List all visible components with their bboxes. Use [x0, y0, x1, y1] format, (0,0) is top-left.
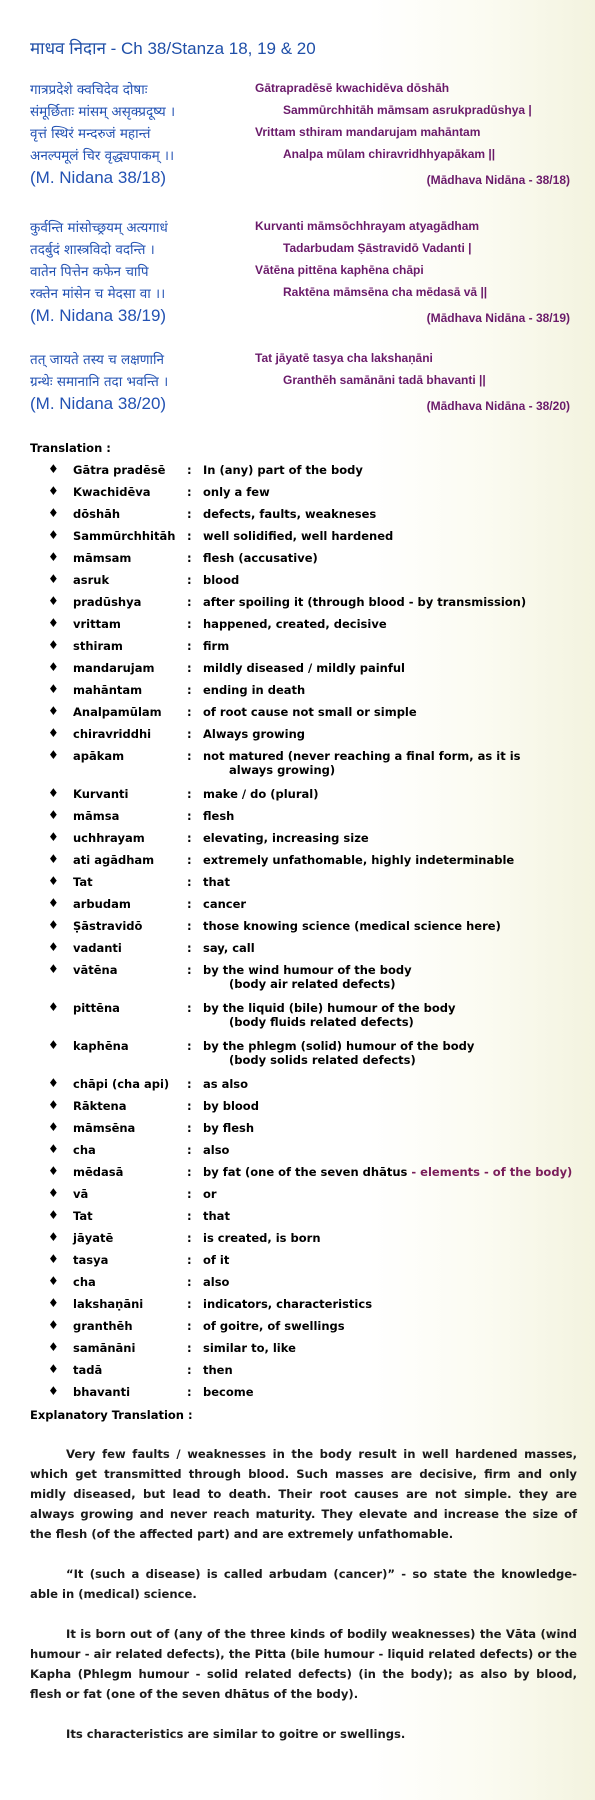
- glossary-colon: :: [187, 683, 192, 697]
- glossary-meaning: [203, 963, 583, 991]
- bullet-icon: ♦: [48, 1340, 59, 1354]
- glossary-meaning: [203, 507, 583, 521]
- glossary-meaning: [203, 1187, 583, 1201]
- glossary-colon: :: [187, 941, 192, 955]
- glossary-term: samānāni: [73, 1341, 136, 1355]
- glossary-meaning-text: that: [203, 875, 230, 889]
- glossary-meaning: [203, 1077, 583, 1091]
- glossary-meaning-text: say, call: [203, 941, 255, 955]
- glossary-meaning: [203, 919, 583, 933]
- glossary-meaning: [203, 1253, 583, 1267]
- bullet-icon: ♦: [48, 940, 59, 954]
- glossary-meaning-text: cancer: [203, 897, 247, 911]
- glossary-meaning: [203, 875, 583, 889]
- glossary-meaning-text: become: [203, 1385, 254, 1399]
- explanatory-paragraph: Very few faults / weaknesses in the body result in well hardened masses, which get transmitted through blood. Such masses are decisive, firm and only midly diseased, but lead to death. Their root causes are not simple. they are always growing and never reach maturity. They elevate and increase the size of the flesh (of the affected part) and are extremely unfathomable.: [30, 1447, 577, 1541]
- glossary-meaning-text: also: [203, 1143, 230, 1157]
- glossary-meaning: [203, 529, 583, 543]
- glossary-meaning-text: by fat (one of the seven dhātus: [203, 1165, 408, 1179]
- glossary-colon: :: [187, 809, 192, 823]
- explanatory-heading: Explanatory Translation :: [30, 1408, 193, 1422]
- glossary-meaning-text: by the phlegm (solid) humour of the body: [203, 1039, 475, 1053]
- glossary-meaning-text: firm: [203, 639, 230, 653]
- glossary-colon: :: [187, 1143, 192, 1157]
- transliteration-line: Sammūrchhitāh māmsam asrukpradūshya |: [283, 103, 532, 117]
- glossary-term: Kurvanti: [73, 787, 129, 801]
- glossary-term: arbudam: [73, 897, 131, 911]
- glossary-meaning: [203, 1165, 583, 1179]
- glossary-meaning: [203, 1143, 583, 1157]
- glossary-meaning: [203, 831, 583, 845]
- bullet-icon: ♦: [48, 1000, 59, 1014]
- bullet-icon: ♦: [48, 1186, 59, 1200]
- glossary-colon: :: [187, 897, 192, 911]
- glossary-term: vadanti: [73, 941, 122, 955]
- glossary-term: Rāktena: [73, 1099, 127, 1113]
- glossary-term: Sammūrchhitāh: [73, 529, 176, 543]
- glossary-term: māmsa: [73, 809, 120, 823]
- sanskrit-line: ग्रन्थेः समानानि तदा भवन्ति ।: [30, 374, 169, 390]
- bullet-icon: ♦: [48, 594, 59, 608]
- glossary-meaning-continued: always growing): [229, 763, 336, 777]
- glossary-meaning: [203, 551, 583, 565]
- glossary-term: sthiram: [73, 639, 123, 653]
- bullet-icon: ♦: [48, 808, 59, 822]
- glossary-term: vātēna: [73, 963, 118, 977]
- transliteration-line: Tat jāyatē tasya cha lakshaṇāni: [255, 351, 433, 365]
- glossary-meaning: [203, 787, 583, 801]
- glossary-colon: :: [187, 1077, 192, 1091]
- glossary-meaning-text: ending in death: [203, 683, 306, 697]
- glossary-meaning-text: of goitre, of swellings: [203, 1319, 345, 1333]
- glossary-term: cha: [73, 1275, 96, 1289]
- bullet-icon: ♦: [48, 726, 59, 740]
- glossary-meaning: [203, 573, 583, 587]
- glossary-term: kaphēna: [73, 1039, 129, 1053]
- glossary-term: chiravriddhi: [73, 727, 152, 741]
- transliteration-line: Analpa mūlam chiravridhhyapākam ||: [283, 147, 496, 161]
- glossary-term: Analpamūlam: [73, 705, 162, 719]
- transliteration-line: Vrittam sthiram mandarujam mahāntam: [255, 125, 481, 139]
- bullet-icon: ♦: [48, 1296, 59, 1310]
- glossary-term: māmsam: [73, 551, 132, 565]
- glossary-meaning-text: by the wind humour of the body: [203, 963, 412, 977]
- glossary-term: ati agādham: [73, 853, 155, 867]
- transliteration-line: Granthēh samānāni tadā bhavanti ||: [283, 373, 486, 387]
- glossary-term: tasya: [73, 1253, 109, 1267]
- glossary-meaning-text: or: [203, 1187, 217, 1201]
- glossary-term: mandarujam: [73, 661, 155, 675]
- glossary-colon: :: [187, 661, 192, 675]
- glossary-colon: :: [187, 1121, 192, 1135]
- glossary-meaning-text: Always growing: [203, 727, 306, 741]
- glossary-meaning-text: not matured (never reaching a final form, as it is: [203, 749, 521, 763]
- glossary-meaning: [203, 1297, 583, 1311]
- verse-reference: (M. Nidana 38/18): [30, 168, 167, 187]
- sanskrit-line: वृत्तं स्थिरं मन्दरुजं महान्तं: [30, 126, 151, 142]
- glossary-meaning-text: then: [203, 1363, 233, 1377]
- bullet-icon: ♦: [48, 1208, 59, 1222]
- glossary-meaning-text: defects, faults, weakneses: [203, 507, 377, 521]
- glossary-term: pittēna: [73, 1001, 120, 1015]
- glossary-meaning: [203, 749, 583, 777]
- glossary-term: asruk: [73, 573, 110, 587]
- sanskrit-line: तदर्बुदं शास्त्रविदो वदन्ति ।: [30, 242, 155, 258]
- glossary-meaning: [203, 683, 583, 697]
- glossary-colon: :: [187, 749, 192, 763]
- glossary-meaning: [203, 727, 583, 741]
- glossary-meaning-text: similar to, like: [203, 1341, 296, 1355]
- glossary-meaning-text: also: [203, 1275, 230, 1289]
- verse-reference-full: (Mādhava Nidāna - 38/19): [426, 311, 570, 325]
- glossary-colon: :: [187, 919, 192, 933]
- sanskrit-line: तत् जायते तस्य च लक्षणानि: [30, 352, 165, 368]
- bullet-icon: ♦: [48, 484, 59, 498]
- glossary-meaning-extra: - elements - of the body): [407, 1165, 573, 1179]
- glossary-meaning: [203, 1039, 583, 1067]
- bullet-icon: ♦: [48, 1076, 59, 1090]
- glossary-term: mēdasā: [73, 1165, 124, 1179]
- glossary-colon: :: [187, 595, 192, 609]
- glossary-meaning-text: by flesh: [203, 1121, 255, 1135]
- explanatory-paragraph: Its characteristics are similar to goitre or swellings.: [66, 1727, 406, 1741]
- glossary-colon: :: [187, 639, 192, 653]
- glossary-term: chāpi (cha api): [73, 1077, 170, 1091]
- glossary-meaning-text: as also: [203, 1077, 249, 1091]
- glossary-term: Gātra pradēsē: [73, 463, 166, 477]
- verse-reference-full: (Mādhava Nidāna - 38/20): [426, 399, 570, 413]
- verse-reference: (M. Nidana 38/19): [30, 306, 167, 325]
- glossary-colon: :: [187, 1275, 192, 1289]
- glossary-colon: :: [187, 1187, 192, 1201]
- bullet-icon: ♦: [48, 682, 59, 696]
- bullet-icon: ♦: [48, 1362, 59, 1376]
- bullet-icon: ♦: [48, 638, 59, 652]
- glossary-meaning: [203, 853, 583, 867]
- glossary-meaning-text: is created, is born: [203, 1231, 321, 1245]
- bullet-icon: ♦: [48, 962, 59, 976]
- glossary-meaning-continued: (body air related defects): [229, 977, 396, 991]
- glossary-meaning-text: mildly diseased / mildly painful: [203, 661, 405, 675]
- glossary-meaning-text: elevating, increasing size: [203, 831, 369, 845]
- sanskrit-line: रक्तेन मांसेन च मेदसा वा ।।: [30, 286, 166, 302]
- glossary-meaning: [203, 1275, 583, 1289]
- glossary-colon: :: [187, 963, 192, 977]
- sanskrit-line: अनल्पमूलं चिर वृद्ध्यपाकम् ।।: [30, 148, 175, 164]
- verse-reference-full: (Mādhava Nidāna - 38/18): [426, 173, 570, 187]
- bullet-icon: ♦: [48, 550, 59, 564]
- explanatory-paragraph: It is born out of (any of the three kinds of bodily weaknesses) the Vāta (wind humour - air related defects), the Pitta (bile humour - liquid related defects) or the Kapha (Phlegm humour - solid related defects) (in the body); as also by blood, flesh or fat (one of the seven dhātus of the body).: [30, 1627, 577, 1701]
- glossary-meaning: [203, 639, 583, 653]
- glossary-term: granthēh: [73, 1319, 133, 1333]
- glossary-meaning: [203, 705, 583, 719]
- glossary-term: bhavanti: [73, 1385, 131, 1399]
- glossary-meaning: [203, 897, 583, 911]
- glossary-colon: :: [187, 1385, 192, 1399]
- glossary-colon: :: [187, 529, 192, 543]
- glossary-colon: :: [187, 573, 192, 587]
- glossary-meaning: [203, 463, 583, 477]
- glossary-meaning-text: those knowing science (medical science here): [203, 919, 501, 933]
- bullet-icon: ♦: [48, 1318, 59, 1332]
- bullet-icon: ♦: [48, 704, 59, 718]
- bullet-icon: ♦: [48, 1164, 59, 1178]
- bullet-icon: ♦: [48, 1098, 59, 1112]
- bullet-icon: ♦: [48, 1230, 59, 1244]
- glossary-colon: :: [187, 1165, 192, 1179]
- bullet-icon: ♦: [48, 918, 59, 932]
- verse-reference: (M. Nidana 38/20): [30, 394, 167, 413]
- glossary-meaning-text: of root cause not small or simple: [203, 705, 417, 719]
- glossary-meaning: [203, 661, 583, 675]
- glossary-meaning-text: flesh: [203, 809, 235, 823]
- sanskrit-line: गात्रप्रदेशे क्वचिदेव दोषाः: [30, 82, 148, 98]
- glossary-colon: :: [187, 1209, 192, 1223]
- glossary-meaning-text: by blood: [203, 1099, 259, 1113]
- bullet-icon: ♦: [48, 786, 59, 800]
- glossary-colon: :: [187, 485, 192, 499]
- glossary-term: Ṣāstravidō: [73, 919, 143, 933]
- glossary-meaning: [203, 1341, 583, 1355]
- glossary-meaning-continued: (body solids related defects): [229, 1053, 416, 1067]
- bullet-icon: ♦: [48, 1274, 59, 1288]
- glossary-colon: :: [187, 1319, 192, 1333]
- sanskrit-line: वातेन पित्तेन कफेन चापि: [30, 264, 149, 280]
- sanskrit-line: संमूर्छिताः मांसम् असृक्प्रदूष्य ।: [30, 104, 176, 120]
- glossary-colon: :: [187, 1039, 192, 1053]
- glossary-meaning-text: make / do (plural): [203, 787, 319, 801]
- glossary-colon: :: [187, 1363, 192, 1377]
- glossary-colon: :: [187, 1001, 192, 1015]
- glossary-colon: :: [187, 551, 192, 565]
- glossary-term: vā: [73, 1187, 89, 1201]
- glossary-colon: :: [187, 1231, 192, 1245]
- glossary-colon: :: [187, 705, 192, 719]
- glossary-colon: :: [187, 507, 192, 521]
- glossary-meaning: [203, 1363, 583, 1377]
- glossary-colon: :: [187, 875, 192, 889]
- glossary-meaning: [203, 941, 583, 955]
- glossary-term: pradūshya: [73, 595, 142, 609]
- page-title: माधव निदान - Ch 38/Stanza 18, 19 & 20: [30, 39, 316, 58]
- bullet-icon: ♦: [48, 1252, 59, 1266]
- glossary-meaning: [203, 485, 583, 499]
- glossary-term: vrittam: [73, 617, 121, 631]
- bullet-icon: ♦: [48, 1384, 59, 1398]
- transliteration-line: Gātrapradēsē kwachidēva dōshāh: [255, 81, 450, 95]
- sanskrit-line: कुर्वन्ति मांसोच्छ्रयम् अत्यगाधं: [30, 220, 168, 236]
- glossary-meaning: [203, 1121, 583, 1135]
- bullet-icon: ♦: [48, 528, 59, 542]
- glossary-meaning-text: well solidified, well hardened: [203, 529, 394, 543]
- glossary-term: jāyatē: [73, 1231, 114, 1245]
- bullet-icon: ♦: [48, 506, 59, 520]
- transliteration-line: Tadarbudam Ṣāstravidō Vadanti |: [283, 241, 472, 255]
- glossary-meaning-text: blood: [203, 573, 240, 587]
- bullet-icon: ♦: [48, 874, 59, 888]
- glossary-meaning-text: of it: [203, 1253, 230, 1267]
- explanatory-paragraph: “It (such a disease) is called arbudam (cancer)” - so state the knowledge-able in (medical) science.: [30, 1567, 577, 1601]
- glossary-term: apākam: [73, 749, 125, 763]
- bullet-icon: ♦: [48, 1038, 59, 1052]
- glossary-meaning-text: that: [203, 1209, 230, 1223]
- glossary-meaning: [203, 1099, 583, 1113]
- bullet-icon: ♦: [48, 616, 59, 630]
- glossary-meaning-text: only a few: [203, 485, 270, 499]
- glossary-colon: :: [187, 1297, 192, 1311]
- glossary-term: māmsēna: [73, 1121, 136, 1135]
- bullet-icon: ♦: [48, 852, 59, 866]
- bullet-icon: ♦: [48, 896, 59, 910]
- glossary-term: lakshaṇāni: [73, 1297, 144, 1311]
- glossary-meaning: [203, 1209, 583, 1223]
- bullet-icon: ♦: [48, 830, 59, 844]
- translation-heading: Translation :: [30, 441, 111, 455]
- glossary-colon: :: [187, 1099, 192, 1113]
- bullet-icon: ♦: [48, 660, 59, 674]
- glossary-meaning-text: by the liquid (bile) humour of the body: [203, 1001, 456, 1015]
- glossary-meaning: [203, 1319, 583, 1333]
- glossary-meaning-text: after spoiling it (through blood - by transmission): [203, 595, 527, 609]
- glossary-meaning: [203, 595, 583, 609]
- glossary-meaning-text: In (any) part of the body: [203, 463, 363, 477]
- glossary-term: cha: [73, 1143, 96, 1157]
- glossary-term: mahāntam: [73, 683, 143, 697]
- glossary-colon: :: [187, 463, 192, 477]
- glossary-term: Kwachidēva: [73, 485, 151, 499]
- bullet-icon: ♦: [48, 462, 59, 476]
- glossary-meaning: [203, 1231, 583, 1245]
- glossary-term: uchhrayam: [73, 831, 145, 845]
- glossary-meaning: [203, 617, 583, 631]
- bullet-icon: ♦: [48, 748, 59, 762]
- glossary-meaning-text: indicators, characteristics: [203, 1297, 373, 1311]
- glossary-colon: :: [187, 727, 192, 741]
- glossary-term: Tat: [73, 875, 93, 889]
- glossary-term: Tat: [73, 1209, 93, 1223]
- glossary-colon: :: [187, 831, 192, 845]
- bullet-icon: ♦: [48, 572, 59, 586]
- glossary-meaning-text: extremely unfathomable, highly indeterminable: [203, 853, 515, 867]
- glossary-meaning: [203, 809, 583, 823]
- bullet-icon: ♦: [48, 1120, 59, 1134]
- glossary-colon: :: [187, 787, 192, 801]
- glossary-colon: :: [187, 853, 192, 867]
- glossary-meaning-continued: (body fluids related defects): [229, 1015, 414, 1029]
- glossary-meaning: [203, 1001, 583, 1029]
- glossary-meaning-text: happened, created, decisive: [203, 617, 387, 631]
- glossary-meaning-text: flesh (accusative): [203, 551, 318, 565]
- glossary-meaning: [203, 1385, 583, 1399]
- bullet-icon: ♦: [48, 1142, 59, 1156]
- glossary-term: tadā: [73, 1363, 103, 1377]
- glossary-colon: :: [187, 617, 192, 631]
- glossary-colon: :: [187, 1253, 192, 1267]
- glossary-colon: :: [187, 1341, 192, 1355]
- transliteration-line: Raktēna māmsēna cha mēdasā vā ||: [283, 285, 488, 299]
- transliteration-line: Vātēna pittēna kaphēna chāpi: [255, 263, 424, 277]
- glossary-term: dōshāh: [73, 507, 121, 521]
- transliteration-line: Kurvanti māmsōchhrayam atyagādham: [255, 219, 480, 233]
